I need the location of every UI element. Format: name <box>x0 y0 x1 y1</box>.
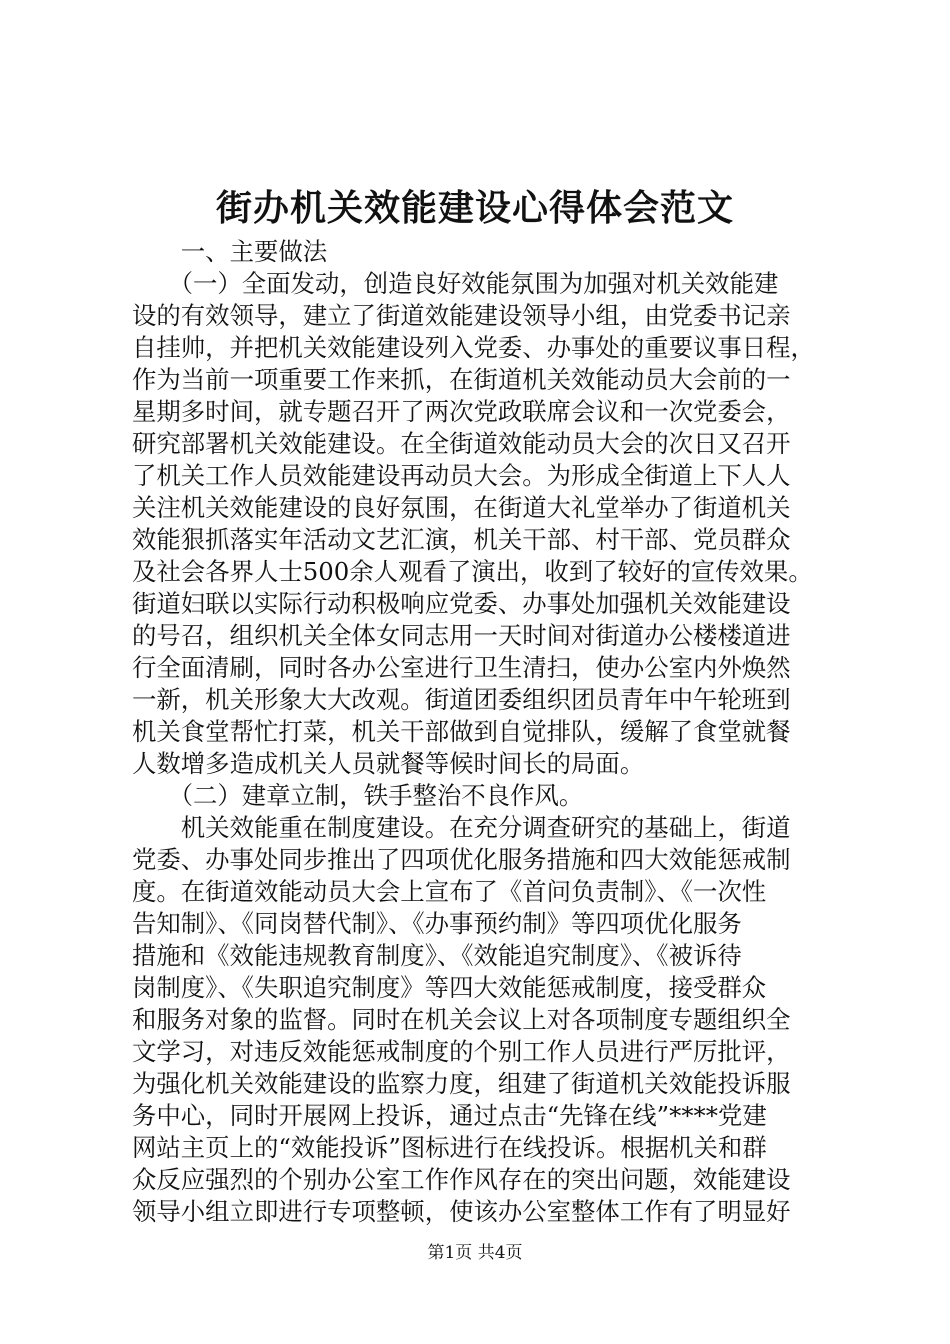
body-line: 度。在街道效能动员大会上宣布了《首问负责制》、《一次性 <box>132 877 767 906</box>
body-line: 街道妇联以实际行动积极响应党委、办事处加强机关效能建设 <box>132 589 791 618</box>
document-title: 街办机关效能建设心得体会范文 <box>215 187 734 229</box>
body-line: 人数增多造成机关人员就餐等候时间长的局面。 <box>132 749 645 778</box>
body-line: （二）建章立制，铁手整治不良作风。 <box>132 781 584 810</box>
body-line: 众反应强烈的个别办公室工作作风存在的突出问题，效能建设 <box>132 1165 791 1194</box>
body-line: 和服务对象的监督。同时在机关会议上对各项制度专题组织全 <box>132 1005 791 1034</box>
body-line: 设的有效领导，建立了街道效能建设领导小组，由党委书记亲 <box>132 301 791 330</box>
body-line: 党委、办事处同步推出了四项优化服务措施和四大效能惩戒制 <box>132 845 791 874</box>
body-line: 机关效能重在制度建设。在充分调查研究的基础上，街道 <box>132 813 791 842</box>
body-line: 及社会各界人士500余人观看了演出，收到了较好的宣传效果。 <box>132 557 813 586</box>
body-line: 领导小组立即进行专项整顿，使该办公室整体工作有了明显好 <box>132 1197 791 1226</box>
body-line: 文学习，对违反效能惩戒制度的个别工作人员进行严厉批评， <box>132 1037 791 1066</box>
body-line: 为强化机关效能建设的监察力度，组建了街道机关效能投诉服 <box>132 1069 791 1098</box>
page-indicator: 第1页 共4页 <box>427 1243 523 1263</box>
body-line: 关注机关效能建设的良好氛围，在街道大礼堂举办了街道机关 <box>132 493 791 522</box>
body-line: 网站主页上的“效能投诉”图标进行在线投诉。根据机关和群 <box>132 1133 767 1162</box>
body-line: 一、主要做法 <box>132 237 328 266</box>
body-line: 措施和《效能违规教育制度》、《效能追究制度》、《被诉待 <box>132 941 742 970</box>
body-line: 星期多时间，就专题召开了两次党政联席会议和一次党委会， <box>132 397 791 426</box>
body-line: 研究部署机关效能建设。在全街道效能动员大会的次日又召开 <box>132 429 791 458</box>
body-line: 机关食堂帮忙打菜，机关干部做到自觉排队，缓解了食堂就餐 <box>132 717 791 746</box>
document-body <box>132 236 832 1228</box>
body-line: 自挂帅，并把机关效能建设列入党委、办事处的重要议事日程， <box>132 333 815 362</box>
body-line: 行全面清刷，同时各办公室进行卫生清扫，使办公室内外焕然 <box>132 653 791 682</box>
body-line: 效能狠抓落实年活动文艺汇演，机关干部、村干部、党员群众 <box>132 525 791 554</box>
body-line: 一新，机关形象大大改观。街道团委组织团员青年中午轮班到 <box>132 685 791 714</box>
body-line: 岗制度》、《失职追究制度》等四大效能惩戒制度，接受群众 <box>132 973 767 1002</box>
body-line: 务中心，同时开展网上投诉，通过点击“先锋在线”****党建 <box>132 1101 767 1130</box>
body-line: 了机关工作人员效能建设再动员大会。为形成全街道上下人人 <box>132 461 791 490</box>
body-line: 作为当前一项重要工作来抓，在街道机关效能动员大会前的一 <box>132 365 791 394</box>
body-line: 的号召，组织机关全体女同志用一天时间对街道办公楼楼道进 <box>132 621 791 650</box>
body-line: 告知制》、《同岗替代制》、《办事预约制》等四项优化服务 <box>132 909 742 938</box>
body-line: （一）全面发动，创造良好效能氛围为加强对机关效能建 <box>132 269 779 298</box>
